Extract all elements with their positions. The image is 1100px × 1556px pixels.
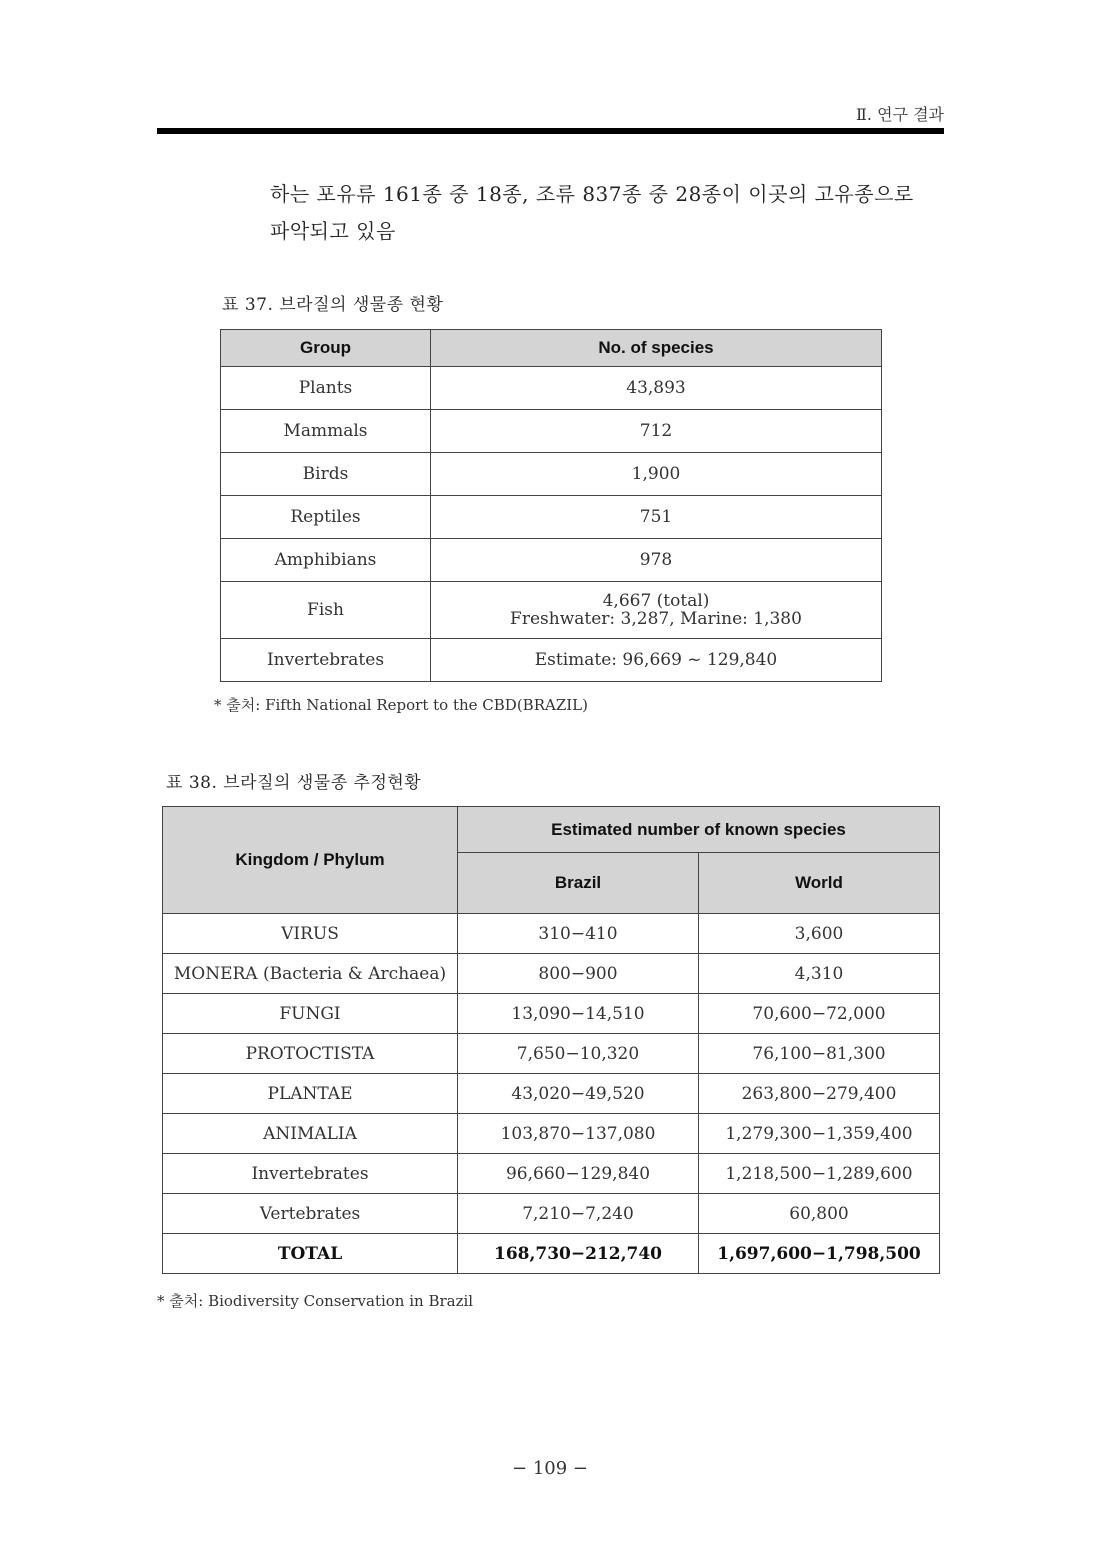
kingdom-cell: Invertebrates (163, 1154, 458, 1194)
kingdom-cell: FUNGI (163, 994, 458, 1034)
group-cell: Birds (221, 453, 431, 496)
total-brazil-cell: 168,730−212,740 (458, 1234, 699, 1274)
column-header-group: Group (221, 330, 431, 367)
table38-caption: 표 38. 브라질의 생물종 추정현황 (166, 773, 422, 793)
kingdom-cell: ANIMALIA (163, 1114, 458, 1154)
table37-source: * 출처: Fifth National Report to the CBD(BRAZIL) (214, 696, 588, 714)
group-cell: Reptiles (221, 496, 431, 539)
column-header-estimated: Estimated number of known species (458, 807, 940, 853)
table-row (163, 1154, 940, 1194)
table-row (163, 954, 940, 994)
running-header: Ⅱ. 연구 결과 (856, 105, 944, 124)
table-row (221, 453, 882, 496)
header-rule (157, 128, 944, 134)
species-cell: 1,900 (431, 453, 882, 496)
species-cell: 978 (431, 539, 882, 582)
species-cell: 712 (431, 410, 882, 453)
brazil-cell: 7,210−7,240 (458, 1194, 699, 1234)
table-row (163, 1194, 940, 1234)
column-header-brazil: Brazil (458, 853, 699, 914)
table-header-row (163, 807, 940, 853)
table-row (221, 496, 882, 539)
world-cell: 1,218,500−1,289,600 (699, 1154, 940, 1194)
brazil-cell: 96,660−129,840 (458, 1154, 699, 1194)
table-row (221, 582, 882, 639)
group-cell: Mammals (221, 410, 431, 453)
table38-source: * 출처: Biodiversity Conservation in Brazil (157, 1292, 474, 1310)
table-row (163, 994, 940, 1034)
fish-detail-value: Freshwater: 3,287, Marine: 1,380 (510, 609, 802, 629)
table37-caption: 표 37. 브라질의 생물종 현황 (222, 295, 444, 315)
paragraph-line-2: 파악되고 있음 (270, 219, 396, 243)
brazil-cell: 310−410 (458, 914, 699, 954)
group-cell: Amphibians (221, 539, 431, 582)
body-paragraph (270, 176, 950, 250)
paragraph-line-1: 하는 포유류 161종 중 18종, 조류 837종 중 28종이 이곳의 고유종으로 (270, 182, 914, 206)
world-cell: 1,279,300−1,359,400 (699, 1114, 940, 1154)
species-cell (431, 582, 882, 639)
table-row (221, 410, 882, 453)
table-row (163, 914, 940, 954)
column-header-species: No. of species (431, 330, 882, 367)
page-number: − 109 − (512, 1458, 588, 1479)
group-cell: Invertebrates (221, 639, 431, 682)
table-row (163, 1074, 940, 1114)
kingdom-cell: Vertebrates (163, 1194, 458, 1234)
species-cell: 43,893 (431, 367, 882, 410)
brazil-cell: 7,650−10,320 (458, 1034, 699, 1074)
group-cell: Fish (221, 582, 431, 639)
brazil-cell: 43,020−49,520 (458, 1074, 699, 1114)
table-row (163, 1114, 940, 1154)
group-cell: Plants (221, 367, 431, 410)
world-cell: 70,600−72,000 (699, 994, 940, 1034)
brazil-cell: 800−900 (458, 954, 699, 994)
column-header-kingdom: Kingdom / Phylum (163, 807, 458, 914)
kingdom-cell: MONERA (Bacteria & Archaea) (163, 954, 458, 994)
kingdom-cell: PROTOCTISTA (163, 1034, 458, 1074)
world-cell: 76,100−81,300 (699, 1034, 940, 1074)
species-cell: 751 (431, 496, 882, 539)
total-row (163, 1234, 940, 1274)
kingdom-cell: VIRUS (163, 914, 458, 954)
world-cell: 263,800−279,400 (699, 1074, 940, 1114)
table-row (221, 639, 882, 682)
brazil-cell: 103,870−137,080 (458, 1114, 699, 1154)
column-header-world: World (699, 853, 940, 914)
total-world-cell: 1,697,600−1,798,500 (699, 1234, 940, 1274)
total-label-cell: TOTAL (163, 1234, 458, 1274)
fish-total-value: 4,667 (total) (602, 591, 710, 611)
world-cell: 60,800 (699, 1194, 940, 1234)
world-cell: 3,600 (699, 914, 940, 954)
table-row (221, 367, 882, 410)
world-cell: 4,310 (699, 954, 940, 994)
species-table (220, 329, 882, 682)
table-row (221, 539, 882, 582)
species-cell: Estimate: 96,669 ~ 129,840 (431, 639, 882, 682)
estimate-table (162, 806, 940, 1274)
table-row (163, 1034, 940, 1074)
table-header-row (221, 330, 882, 367)
brazil-cell: 13,090−14,510 (458, 994, 699, 1034)
kingdom-cell: PLANTAE (163, 1074, 458, 1114)
